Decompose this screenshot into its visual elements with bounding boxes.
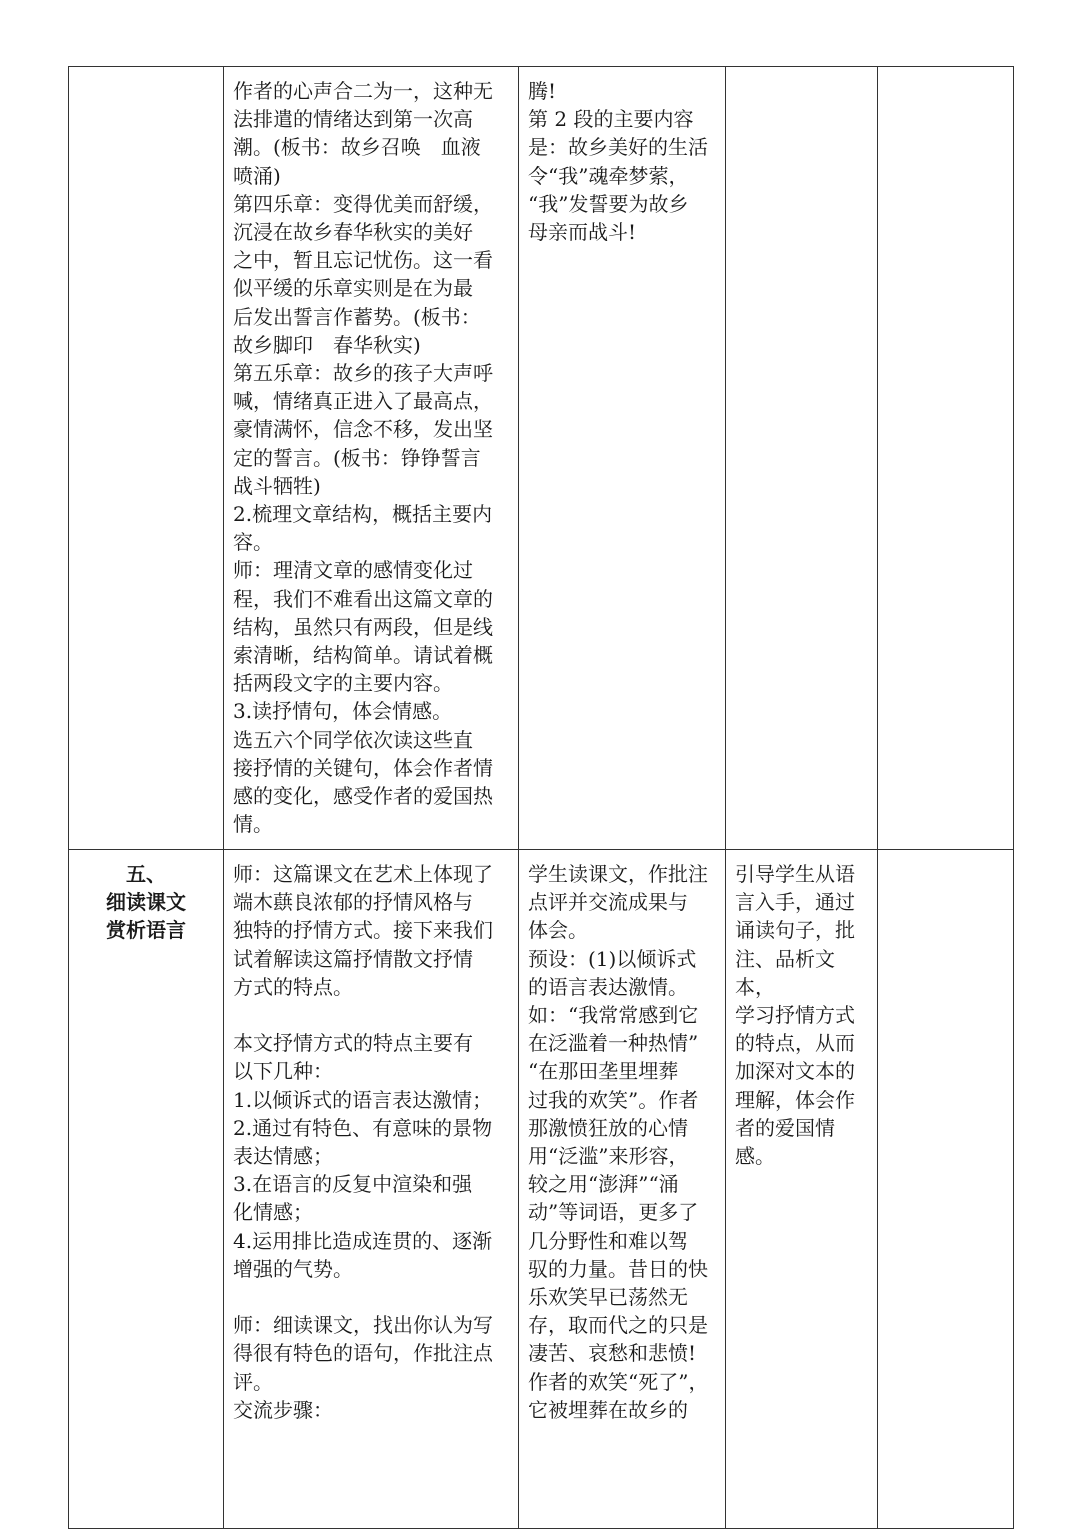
text-line: 试着解读这篇抒情散文抒情 [233, 946, 473, 971]
text-line: 第 2 段的主要内容 [528, 107, 694, 132]
text-line: 容。 [233, 530, 273, 555]
text-line: 似平缓的乐章实则是在为最 [233, 276, 473, 301]
text-line: 战斗牺牲) [233, 473, 321, 498]
text-line: 预设：(1)以倾诉式 [528, 946, 697, 971]
text-line: 几分野性和难以驾 [528, 1228, 688, 1253]
text-line: 喊，情绪真正进入了最高点， [233, 389, 493, 414]
text-line: 4.运用排比造成连贯的、逐渐 [233, 1228, 493, 1253]
text-line: “在那田垄里埋葬 [528, 1059, 679, 1084]
text-line: 师：这篇课文在艺术上体现了 [233, 862, 493, 886]
text-line: 较之用“澎湃”“涌 [528, 1172, 679, 1197]
text-line: 体会。 [528, 918, 588, 943]
text-line: 理解，体会作 [735, 1087, 855, 1112]
text-line: 定的誓言。(板书：铮铮誓言 [233, 445, 481, 470]
text-line: 乐欢笑早已荡然无 [528, 1285, 688, 1310]
text-line: 母亲而战斗! [528, 220, 637, 245]
text-line: 故乡脚印 春华秋实) [233, 332, 421, 357]
text-line: 五、 [126, 862, 166, 886]
text-line: 凄苦、哀愁和悲愤! [528, 1341, 697, 1366]
text-line: 言入手，通过 [735, 890, 855, 915]
text-line [233, 1001, 509, 1029]
text-line: 过我的欢笑”。作者 [528, 1087, 699, 1112]
table-row [69, 850, 1014, 1529]
text-line: 是：故乡美好的生活 [528, 135, 708, 160]
text-line: 感的变化，感受作者的爱国热 [233, 784, 493, 809]
text-line: 端木蕻良浓郁的抒情风格与 [233, 890, 473, 915]
text-line: 驭的力量。昔日的快 [528, 1256, 708, 1281]
text-line: 它被埋葬在故乡的 [528, 1397, 688, 1422]
text-line: 的特点，从而 [735, 1031, 855, 1056]
text-line: 诵读句子，批 [735, 918, 855, 943]
text-line: 引导学生从语 [735, 862, 855, 886]
notes-cell [878, 67, 1014, 850]
text-line: 后发出誓言作蓄势。(板书： [233, 304, 481, 329]
text-line: 学生读课文，作批注 [528, 862, 708, 886]
text-line: 腾! [528, 79, 557, 103]
text-line: 化情感； [233, 1200, 313, 1225]
text-line: 第五乐章：故乡的孩子大声呼 [233, 361, 493, 386]
stage-cell [69, 67, 224, 850]
text-line: 细读课文 [106, 890, 186, 915]
text-line: 索清晰，结构简单。请试着概 [233, 643, 493, 668]
text-line: 方式的特点。 [233, 974, 353, 999]
text-line: 法排遣的情绪达到第一次高 [233, 107, 473, 132]
text-line: 潮。(板书：故乡召唤 血液 [233, 135, 481, 160]
text-line: 结构，虽然只有两段，但是线 [233, 614, 493, 639]
text-line: 注、品析文本， [735, 946, 835, 999]
text-line: 2.梳理文章结构，概括主要内 [233, 502, 493, 527]
table-row [69, 67, 1014, 850]
text-line: 独特的抒情方式。接下来我们 [233, 918, 493, 943]
text-line: 程，我们不难看出这篇文章的 [233, 586, 493, 611]
text-line: 令“我”魂牵梦萦， [528, 163, 689, 188]
design-intent-cell [726, 67, 878, 850]
text-line: 1.以倾诉式的语言表达激情； [233, 1087, 493, 1112]
text-line: 评。 [233, 1369, 273, 1394]
text-line: 喷涌) [233, 163, 281, 188]
text-line: 豪情满怀，信念不移，发出坚 [233, 417, 493, 442]
text-line: 作者的心声合二为一，这种无 [233, 79, 493, 103]
text-line: 动”等词语，更多了 [528, 1200, 699, 1225]
text-line: 用“泛滥”来形容， [528, 1144, 689, 1169]
text-line [233, 1283, 509, 1311]
text-line: 存，取而代之的只是 [528, 1313, 708, 1338]
text-line: 本文抒情方式的特点主要有 [233, 1031, 473, 1056]
text-line: 点评并交流成果与 [528, 890, 688, 915]
text-line: 之中，暂且忘记忧伤。这一看 [233, 248, 493, 273]
text-line: 括两段文字的主要内容。 [233, 671, 453, 696]
text-line: 如：“我常常感到它 [528, 1003, 699, 1028]
text-line: 那激愤狂放的心情 [528, 1115, 688, 1140]
text-line: 3.在语言的反复中渲染和强 [233, 1172, 473, 1197]
teacher-activity-cell [224, 67, 519, 850]
text-line: 交流步骤： [233, 1397, 333, 1422]
student-activity-cell [519, 67, 726, 850]
text-line: 以下几种： [233, 1059, 333, 1084]
text-line: 在泛滥着一种热情” [528, 1031, 699, 1056]
text-line: 情。 [233, 812, 273, 837]
text-line: 的语言表达激情。 [528, 974, 688, 999]
text-line: “我”发誓要为故乡 [528, 191, 689, 216]
stage-cell [69, 850, 224, 1529]
text-line: 得很有特色的语句，作批注点 [233, 1341, 493, 1366]
text-line: 增强的气势。 [233, 1256, 353, 1281]
text-line: 感。 [735, 1144, 775, 1169]
text-line: 第四乐章：变得优美而舒缓， [233, 191, 493, 216]
student-activity-cell [519, 850, 726, 1529]
text-line: 者的爱国情 [735, 1115, 835, 1140]
text-line: 接抒情的关键句，体会作者情 [233, 755, 493, 780]
teacher-activity-cell [224, 850, 519, 1529]
text-line: 作者的欢笑“死了”， [528, 1369, 709, 1394]
text-line: 3.读抒情句，体会情感。 [233, 699, 453, 724]
design-intent-cell [726, 850, 878, 1529]
text-line: 表达情感； [233, 1144, 333, 1169]
text-line: 学习抒情方式 [735, 1003, 855, 1028]
text-line: 选五六个同学依次读这些直 [233, 727, 473, 752]
text-line: 沉浸在故乡春华秋实的美好 [233, 220, 473, 245]
text-line: 2.通过有特色、有意味的景物 [233, 1115, 493, 1140]
text-line: 加深对文本的 [735, 1059, 855, 1084]
notes-cell [878, 850, 1014, 1529]
lesson-plan-table [68, 66, 1014, 1529]
text-line: 师：理清文章的感情变化过 [233, 558, 473, 583]
text-line: 师：细读课文，找出你认为写 [233, 1313, 493, 1338]
text-line: 赏析语言 [106, 918, 186, 943]
